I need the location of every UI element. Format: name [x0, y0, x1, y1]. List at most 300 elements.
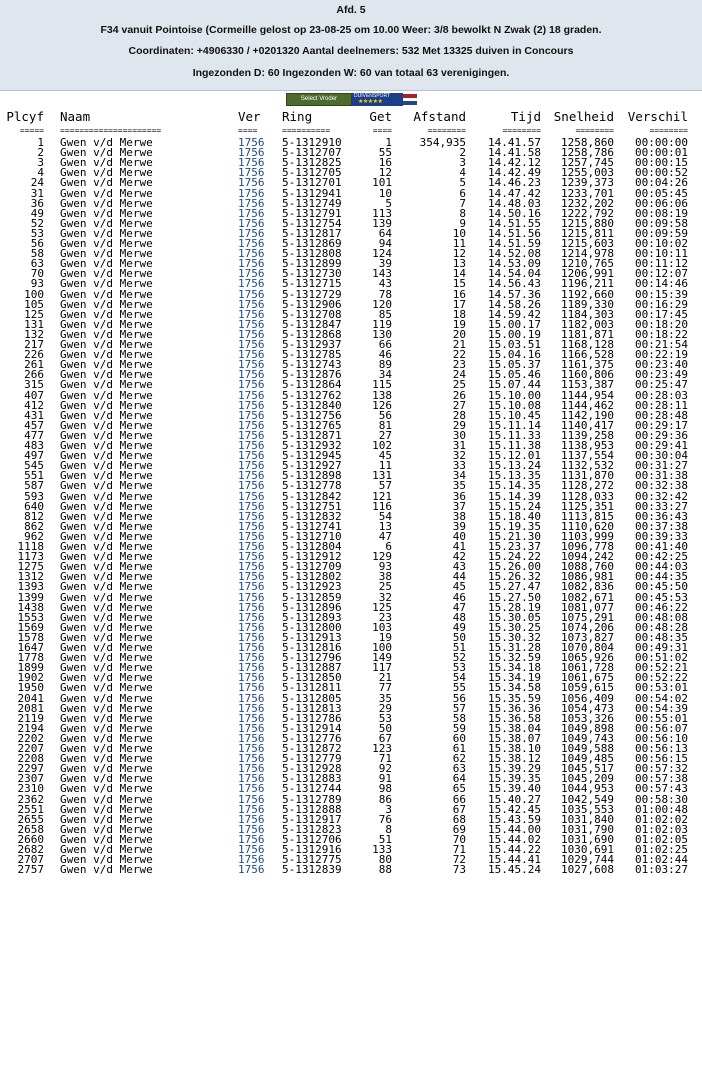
cell-afstand: 35 — [452, 479, 466, 493]
cell-ring: 5-1312868 — [282, 327, 342, 341]
cell-tijd: 15.44.41 — [488, 853, 541, 867]
cell-ver[interactable]: 1756 — [238, 459, 265, 473]
cell-afstand: 3 — [459, 156, 466, 170]
cell-verschil: 00:28:48 — [635, 408, 688, 422]
cell-snelheid: 1258,786 — [561, 146, 614, 160]
cell-get: 124 — [372, 247, 392, 261]
cell-snelheid: 1215,811 — [561, 226, 614, 240]
cell-verschil: 01:00:48 — [635, 802, 688, 816]
cell-ver[interactable]: 1756 — [238, 600, 265, 614]
cell-verschil: 00:28:11 — [635, 398, 688, 412]
cell-ring: 5-1312789 — [282, 792, 342, 806]
cell-ver[interactable]: 1756 — [238, 509, 265, 523]
cell-ver[interactable]: 1756 — [238, 832, 265, 846]
cell-ver[interactable]: 1756 — [238, 721, 265, 735]
cell-afstand: 8 — [459, 206, 466, 220]
cell-plcyf: 2660 — [17, 832, 44, 846]
cell-get: 129 — [372, 550, 392, 564]
cell-snelheid: 1088,760 — [561, 560, 614, 574]
cell-verschil: 00:48:35 — [635, 630, 688, 644]
cell-ring: 5-1312749 — [282, 196, 342, 210]
cell-verschil: 00:32:42 — [635, 489, 688, 503]
cell-plcyf: 3 — [37, 156, 44, 170]
cell-snelheid: 1056,409 — [561, 691, 614, 705]
cell-ver[interactable]: 1756 — [238, 338, 265, 351]
cell-ver[interactable]: 1756 — [238, 146, 265, 160]
cell-plcyf: 1647 — [17, 641, 44, 654]
cell-ver[interactable]: 1756 — [238, 580, 265, 594]
cell-ver[interactable]: 1756 — [238, 378, 265, 392]
cell-naam: Gwen v/d Merwe — [60, 469, 153, 483]
cell-ver[interactable]: 1756 — [238, 237, 265, 250]
cell-get: 1 — [385, 136, 392, 149]
cell-naam: Gwen v/d Merwe — [60, 489, 153, 503]
cell-ver[interactable]: 1756 — [238, 630, 265, 644]
cell-snelheid: 1160,806 — [561, 368, 614, 382]
sep-plcyf: ===== — [19, 126, 44, 135]
cell-verschil: 00:32:38 — [635, 479, 688, 493]
cell-snelheid: 1103,999 — [561, 529, 614, 543]
cell-verschil: 00:18:22 — [635, 327, 688, 341]
cell-get: 16 — [378, 156, 392, 170]
cell-ver[interactable]: 1756 — [238, 216, 265, 230]
cell-afstand: 63 — [452, 762, 466, 776]
cell-ver[interactable]: 1756 — [238, 651, 265, 665]
cell-ver[interactable]: 1756 — [238, 327, 265, 341]
cell-ring: 5-1312864 — [282, 378, 342, 392]
cell-ver[interactable]: 1756 — [238, 499, 265, 513]
cell-afstand: 22 — [452, 348, 466, 362]
cell-tijd: 14.58.26 — [488, 297, 541, 311]
cell-afstand: 29 — [452, 418, 466, 432]
cell-verschil: 00:22:19 — [635, 348, 688, 362]
cell-tijd: 15.19.35 — [488, 519, 541, 533]
cell-ver[interactable]: 1756 — [238, 540, 265, 553]
cell-verschil: 00:00:52 — [635, 166, 688, 180]
cell-get: 85 — [378, 307, 392, 321]
cell-naam: Gwen v/d Merwe — [60, 661, 153, 675]
cell-tijd: 15.34.58 — [488, 681, 541, 695]
cell-snelheid: 1031,790 — [561, 822, 614, 836]
cell-naam: Gwen v/d Merwe — [60, 338, 153, 351]
cell-naam: Gwen v/d Merwe — [60, 691, 153, 705]
cell-verschil: 00:18:20 — [635, 317, 688, 331]
cell-tijd: 15.38.07 — [488, 731, 541, 745]
cell-naam: Gwen v/d Merwe — [60, 792, 153, 806]
cell-verschil: 00:09:58 — [635, 216, 688, 230]
cell-plcyf: 593 — [24, 489, 44, 503]
col-get: Get — [369, 109, 392, 124]
cell-ver[interactable]: 1756 — [238, 439, 265, 452]
cell-plcyf: 266 — [24, 368, 44, 382]
cell-ver[interactable]: 1756 — [238, 641, 265, 654]
cell-naam: Gwen v/d Merwe — [60, 439, 153, 452]
cell-ver[interactable]: 1756 — [238, 812, 265, 826]
cell-ver[interactable]: 1756 — [238, 156, 265, 170]
col-snelheid: Snelheid — [553, 109, 614, 124]
cell-plcyf: 1569 — [17, 620, 44, 634]
cell-snelheid: 1128,033 — [561, 489, 614, 503]
cell-plcyf: 483 — [24, 439, 44, 452]
cell-get: 55 — [378, 146, 392, 160]
cell-ver[interactable]: 1756 — [238, 822, 265, 836]
cell-ver[interactable]: 1756 — [238, 610, 265, 624]
cell-ver[interactable]: 1756 — [238, 671, 265, 685]
cell-naam: Gwen v/d Merwe — [60, 398, 153, 412]
cell-naam: Gwen v/d Merwe — [60, 519, 153, 533]
cell-naam: Gwen v/d Merwe — [60, 671, 153, 685]
cell-get: 27 — [378, 428, 392, 442]
cell-ver[interactable]: 1756 — [238, 742, 265, 755]
cell-ver[interactable]: 1756 — [238, 358, 265, 372]
cell-snelheid: 1081,077 — [561, 600, 614, 614]
cell-verschil: 00:00:01 — [635, 146, 688, 160]
cell-verschil: 00:08:19 — [635, 206, 688, 220]
cell-snelheid: 1049,898 — [561, 721, 614, 735]
cell-ring: 5-1312776 — [282, 731, 342, 745]
cell-naam: Gwen v/d Merwe — [60, 782, 153, 796]
cell-ring: 5-1312883 — [282, 772, 342, 786]
cell-plcyf: 1438 — [17, 600, 44, 614]
cell-get: 12 — [378, 166, 392, 180]
cell-plcyf: 1950 — [17, 681, 44, 695]
cell-afstand: 41 — [452, 540, 466, 553]
cell-ver[interactable]: 1756 — [238, 257, 265, 271]
cell-verschil: 00:55:01 — [635, 711, 688, 725]
cell-get: 138 — [372, 388, 392, 402]
cell-ring: 5-1312823 — [282, 822, 342, 836]
cell-afstand: 4 — [459, 166, 466, 180]
cell-ver[interactable]: 1756 — [238, 348, 265, 362]
col-plcyf: Plcyf — [6, 109, 44, 124]
cell-verschil: 00:39:33 — [635, 529, 688, 543]
cell-afstand: 38 — [452, 509, 466, 523]
cell-ver[interactable]: 1756 — [238, 307, 265, 321]
race-header — [0, 0, 702, 91]
cell-get: 43 — [378, 277, 392, 291]
cell-snelheid: 1140,417 — [561, 418, 614, 432]
cell-ver[interactable]: 1756 — [238, 398, 265, 412]
cell-ver[interactable]: 1756 — [238, 519, 265, 533]
cell-ring: 5-1312791 — [282, 206, 342, 220]
cell-naam: Gwen v/d Merwe — [60, 731, 153, 745]
cell-naam: Gwen v/d Merwe — [60, 307, 153, 321]
cell-ver[interactable]: 1756 — [238, 550, 265, 564]
cell-ring: 5-1312928 — [282, 762, 342, 776]
cell-snelheid: 1094,242 — [561, 550, 614, 564]
cell-tijd: 15.36.58 — [488, 711, 541, 725]
cell-get: 89 — [378, 358, 392, 372]
cell-tijd: 15.30.25 — [488, 620, 541, 634]
cell-ver[interactable]: 1756 — [238, 136, 265, 149]
cell-ring: 5-1312800 — [282, 620, 342, 634]
table-row — [0, 865, 702, 875]
cell-afstand: 14 — [452, 267, 466, 281]
cell-plcyf: 862 — [24, 519, 44, 533]
cell-plcyf: 2119 — [17, 711, 44, 725]
cell-tijd: 15.38.12 — [488, 752, 541, 766]
cell-plcyf: 640 — [24, 499, 44, 513]
cell-verschil: 01:02:25 — [635, 843, 688, 856]
cell-naam: Gwen v/d Merwe — [60, 186, 153, 200]
cell-tijd: 15.30.32 — [488, 630, 541, 644]
cell-afstand: 61 — [452, 742, 466, 755]
cell-ver[interactable]: 1756 — [238, 196, 265, 210]
cell-afstand: 26 — [452, 388, 466, 402]
cell-plcyf: 1399 — [17, 590, 44, 604]
cell-ver[interactable]: 1756 — [238, 762, 265, 776]
cell-get: 102 — [372, 439, 392, 452]
cell-ver[interactable]: 1756 — [238, 620, 265, 634]
cell-plcyf: 407 — [24, 388, 44, 402]
cell-ver[interactable]: 1756 — [238, 489, 265, 503]
cell-ver[interactable]: 1756 — [238, 570, 265, 584]
cell-afstand: 2 — [459, 146, 466, 160]
cell-tijd: 15.10.08 — [488, 398, 541, 412]
cell-snelheid: 1049,588 — [561, 742, 614, 755]
cell-ver[interactable]: 1756 — [238, 449, 265, 463]
cell-ver[interactable]: 1756 — [238, 206, 265, 220]
cell-ver[interactable]: 1756 — [238, 469, 265, 483]
cell-verschil: 00:45:50 — [635, 580, 688, 594]
cell-ver[interactable]: 1756 — [238, 388, 265, 402]
cell-plcyf: 58 — [30, 247, 44, 261]
cell-ring: 5-1312751 — [282, 499, 342, 513]
cell-verschil: 00:54:02 — [635, 691, 688, 705]
cell-verschil: 00:53:01 — [635, 681, 688, 695]
cell-ring: 5-1312786 — [282, 711, 342, 725]
cell-ver[interactable]: 1756 — [238, 711, 265, 725]
cell-ver[interactable]: 1756 — [238, 863, 265, 877]
cell-ring: 5-1312775 — [282, 853, 342, 867]
cell-afstand: 21 — [452, 338, 466, 351]
cell-get: 92 — [378, 762, 392, 776]
cell-get: 29 — [378, 701, 392, 715]
cell-naam: Gwen v/d Merwe — [60, 449, 153, 463]
cell-ver[interactable]: 1756 — [238, 701, 265, 715]
cell-snelheid: 1031,690 — [561, 832, 614, 846]
cell-naam: Gwen v/d Merwe — [60, 550, 153, 564]
cell-tijd: 15.44.22 — [488, 843, 541, 856]
cell-ver[interactable]: 1756 — [238, 479, 265, 493]
cell-ver[interactable]: 1756 — [238, 681, 265, 695]
cell-naam: Gwen v/d Merwe — [60, 580, 153, 594]
cell-ver[interactable]: 1756 — [238, 166, 265, 180]
cell-ring: 5-1312701 — [282, 176, 342, 190]
cell-get: 101 — [372, 176, 392, 190]
cell-verschil: 01:03:27 — [635, 863, 688, 877]
cell-snelheid: 1045,517 — [561, 762, 614, 776]
cell-snelheid: 1184,303 — [561, 307, 614, 321]
cell-verschil: 00:21:54 — [635, 338, 688, 351]
cell-ring: 5-1312916 — [282, 843, 342, 856]
cell-afstand: 52 — [452, 651, 466, 665]
cell-plcyf: 2551 — [17, 802, 44, 816]
cell-snelheid: 1061,675 — [561, 671, 614, 685]
cell-afstand: 5 — [459, 176, 466, 190]
cell-ver[interactable]: 1756 — [238, 691, 265, 705]
cell-tijd: 15.27.50 — [488, 590, 541, 604]
cell-naam: Gwen v/d Merwe — [60, 348, 153, 362]
cell-verschil: 00:04:26 — [635, 176, 688, 190]
cell-ring: 5-1312839 — [282, 863, 342, 877]
cell-plcyf: 2707 — [17, 853, 44, 867]
cell-ver[interactable]: 1756 — [238, 247, 265, 261]
race-coordinates: Coordinaten: +4906330 / +0201320 Aantal deelnemers: 532 Met 13325 duiven in Concours — [128, 45, 574, 57]
cell-snelheid: 1128,272 — [561, 479, 614, 493]
cell-plcyf: 63 — [30, 257, 44, 271]
cell-tijd: 14.41.58 — [488, 146, 541, 160]
cell-ring: 5-1312914 — [282, 721, 342, 735]
cell-ver[interactable]: 1756 — [238, 418, 265, 432]
cell-plcyf: 2 — [37, 146, 44, 160]
cell-get: 119 — [372, 317, 392, 331]
cell-tijd: 14.51.55 — [488, 216, 541, 230]
cell-naam: Gwen v/d Merwe — [60, 499, 153, 513]
cell-ver[interactable]: 1756 — [238, 853, 265, 867]
cell-afstand: 64 — [452, 772, 466, 786]
cell-ver[interactable]: 1756 — [238, 267, 265, 281]
cell-get: 67 — [378, 731, 392, 745]
cell-afstand: 32 — [452, 449, 466, 463]
cell-naam: Gwen v/d Merwe — [60, 428, 153, 442]
cell-verschil: 01:02:02 — [635, 812, 688, 826]
cell-ring: 5-1312754 — [282, 216, 342, 230]
cell-verschil: 00:10:11 — [635, 247, 688, 261]
cell-ver[interactable]: 1756 — [238, 428, 265, 442]
cell-ring: 5-1312715 — [282, 277, 342, 291]
cell-tijd: 15.11.33 — [488, 428, 541, 442]
cell-plcyf: 2682 — [17, 843, 44, 856]
cell-verschil: 00:15:39 — [635, 287, 688, 301]
cell-naam: Gwen v/d Merwe — [60, 721, 153, 735]
cell-ring: 5-1312842 — [282, 489, 342, 503]
cell-afstand: 73 — [452, 863, 466, 877]
cell-verschil: 00:23:40 — [635, 358, 688, 372]
cell-ring: 5-1312913 — [282, 630, 342, 644]
cell-ver[interactable]: 1756 — [238, 176, 265, 190]
cell-ver[interactable]: 1756 — [238, 772, 265, 786]
cell-afstand: 36 — [452, 489, 466, 503]
cell-ver[interactable]: 1756 — [238, 782, 265, 796]
cell-afstand: 44 — [452, 570, 466, 584]
cell-snelheid: 1215,603 — [561, 237, 614, 250]
cell-verschil: 00:52:22 — [635, 671, 688, 685]
cell-tijd: 14.48.03 — [488, 196, 541, 210]
cell-afstand: 68 — [452, 812, 466, 826]
cell-ver[interactable]: 1756 — [238, 802, 265, 816]
cell-afstand: 23 — [452, 358, 466, 372]
cell-ver[interactable]: 1756 — [238, 752, 265, 766]
cell-ring: 5-1312893 — [282, 610, 342, 624]
cell-tijd: 15.42.45 — [488, 802, 541, 816]
cell-ver[interactable]: 1756 — [238, 408, 265, 422]
sponsor-banner[interactable] — [286, 93, 417, 106]
cell-verschil: 00:46:22 — [635, 600, 688, 614]
cell-plcyf: 217 — [24, 338, 44, 351]
cell-ver[interactable]: 1756 — [238, 186, 265, 200]
cell-ver[interactable]: 1756 — [238, 297, 265, 311]
select-banner[interactable]: Select Vroder — [286, 93, 352, 106]
cell-snelheid: 1070,804 — [561, 641, 614, 654]
cell-ring: 5-1312932 — [282, 439, 342, 452]
cell-ver[interactable]: 1756 — [238, 661, 265, 675]
cell-naam: Gwen v/d Merwe — [60, 136, 153, 149]
cell-get: 98 — [378, 782, 392, 796]
cell-plcyf: 132 — [24, 327, 44, 341]
cell-plcyf: 2208 — [17, 752, 44, 766]
cell-snelheid: 1031,840 — [561, 812, 614, 826]
cell-plcyf: 70 — [30, 267, 44, 281]
cell-tijd: 15.30.05 — [488, 610, 541, 624]
cell-snelheid: 1035,553 — [561, 802, 614, 816]
cell-ver[interactable]: 1756 — [238, 226, 265, 240]
cell-afstand: 49 — [452, 620, 466, 634]
cell-plcyf: 52 — [30, 216, 44, 230]
cell-verschil: 00:49:31 — [635, 641, 688, 654]
cell-ver[interactable]: 1756 — [238, 287, 265, 301]
cell-ring: 5-1312945 — [282, 449, 342, 463]
cell-naam: Gwen v/d Merwe — [60, 600, 153, 614]
cell-naam: Gwen v/d Merwe — [60, 237, 153, 250]
cell-afstand: 11 — [452, 237, 466, 250]
cell-snelheid: 1138,953 — [561, 439, 614, 452]
cell-verschil: 00:56:15 — [635, 752, 688, 766]
cell-plcyf: 226 — [24, 348, 44, 362]
cell-naam: Gwen v/d Merwe — [60, 832, 153, 846]
cell-get: 149 — [372, 651, 392, 665]
cell-snelheid: 1045,209 — [561, 772, 614, 786]
cell-get: 120 — [372, 297, 392, 311]
cell-get: 47 — [378, 529, 392, 543]
cell-naam: Gwen v/d Merwe — [60, 388, 153, 402]
cell-plcyf: 2297 — [17, 762, 44, 776]
cell-ver[interactable]: 1756 — [238, 560, 265, 574]
cell-plcyf: 1778 — [17, 651, 44, 665]
cell-naam: Gwen v/d Merwe — [60, 196, 153, 210]
cell-tijd: 15.34.18 — [488, 661, 541, 675]
cell-verschil: 00:57:32 — [635, 762, 688, 776]
cell-tijd: 15.34.19 — [488, 671, 541, 685]
cell-ver[interactable]: 1756 — [238, 731, 265, 745]
cell-verschil: 00:54:39 — [635, 701, 688, 715]
cell-ver[interactable]: 1756 — [238, 368, 265, 382]
cell-get: 6 — [385, 540, 392, 553]
cell-ver[interactable]: 1756 — [238, 317, 265, 331]
cell-ver[interactable]: 1756 — [238, 277, 265, 291]
cell-get: 93 — [378, 560, 392, 574]
cell-afstand: 30 — [452, 428, 466, 442]
duivensport-banner[interactable] — [352, 93, 403, 106]
col-ver: Ver — [238, 109, 261, 124]
cell-ver[interactable]: 1756 — [238, 792, 265, 806]
cell-afstand: 15 — [452, 277, 466, 291]
cell-naam: Gwen v/d Merwe — [60, 206, 153, 220]
cell-naam: Gwen v/d Merwe — [60, 317, 153, 331]
cell-get: 25 — [378, 580, 392, 594]
cell-ver[interactable]: 1756 — [238, 529, 265, 543]
cell-get: 71 — [378, 752, 392, 766]
cell-ver[interactable]: 1756 — [238, 590, 265, 604]
cell-verschil: 00:11:12 — [635, 257, 688, 271]
cell-verschil: 00:48:28 — [635, 620, 688, 634]
cell-ring: 5-1312808 — [282, 247, 342, 261]
cell-tijd: 15.00.17 — [488, 317, 541, 331]
cell-snelheid: 1215,880 — [561, 216, 614, 230]
cell-tijd: 14.54.04 — [488, 267, 541, 281]
cell-plcyf: 2362 — [17, 792, 44, 806]
cell-ver[interactable]: 1756 — [238, 843, 265, 856]
